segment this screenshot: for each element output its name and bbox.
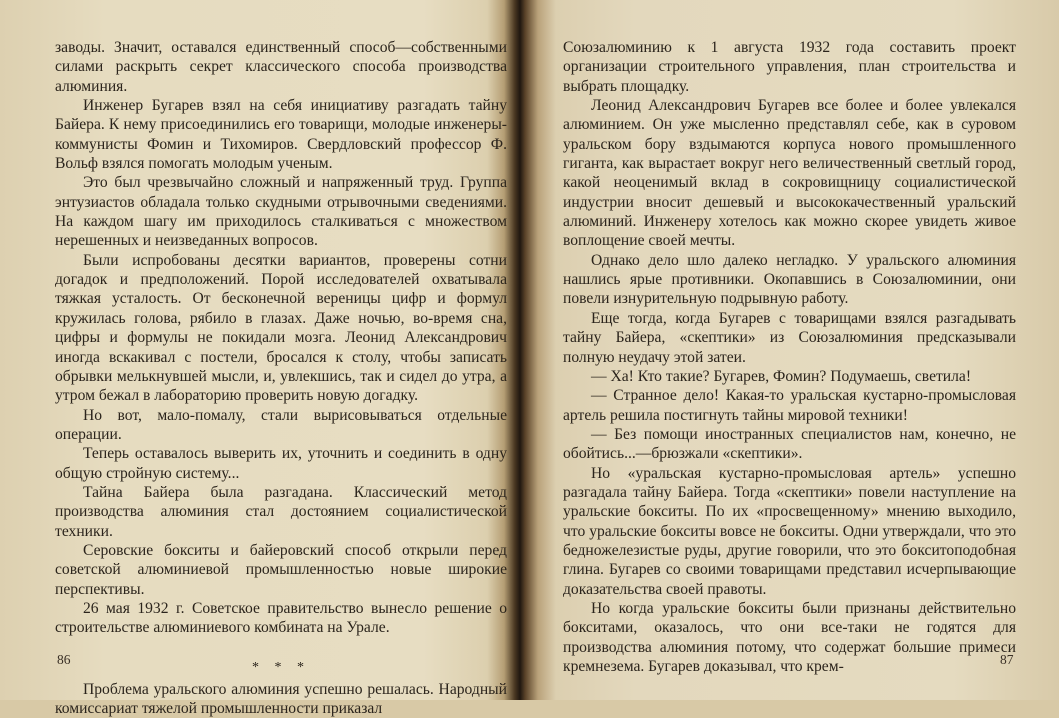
paragraph: Но когда уральские бокситы были признаны действительно бокситами, оказалось, что они все-таки не годятся для производства алюминия потому, что содержат большие примеси кремнезема. Бугарев доказывал, что крем- <box>563 599 1016 675</box>
dialogue-line: — Странное дело! Какая-то уральская кустарно-промысловая артель решила постигнуть тайны мировой техники! <box>563 387 1016 424</box>
page-number-right: 87 <box>1000 652 1014 667</box>
paragraph: Союзалюминию к 1 августа 1932 года составить проект организации строительного управления, план строительства и выбрать площадку. <box>563 39 1016 95</box>
paragraph: Леонид Александрович Бугарев все более и более увлекался алюминием. Он уже мысленно представлял себе, как в суровом уральском бору вздымаются корпуса нового промышленного гиганта, как вырастает вокруг него величественный светлый город, какой неоценимый вклад в сокровищницу социалистической индустрии вносит дешевый и высококачественный уральский алюминий. Инженеру хотелось как можно скорее увидеть живое воплощение своей мечты. <box>563 97 1016 250</box>
paragraph: Серовские бокситы и байеровский способ открыли перед советской алюминиевой промышленностью новые широкие перспективы. <box>55 541 507 598</box>
paragraph: Проблема уральского алюминия успешно решалась. Народный комиссариат тяжелой промышленности приказал <box>55 680 507 717</box>
paragraph: Инженер Бугарев взял на себя инициативу разгадать тайну Байера. К нему присоединились его товарищи, молодые инженеры-коммунисты Фомин и Тихомиров. Свердловский профессор Ф. Вольф взялся помогать молодым ученым. <box>55 97 507 173</box>
paragraph: 26 мая 1932 г. Советское правительство вынесло решение о строительстве алюминиевого комбината на Урале. <box>55 599 507 637</box>
paragraph: Но вот, мало-помалу, стали вырисовываться отдельные операции. <box>55 406 507 443</box>
paragraph: Тайна Байера была разгадана. Классический метод производства алюминия стал достоянием социалистической техники. <box>55 483 507 540</box>
paragraph: Теперь оставалось выверить их, уточнить и соединить в одну общую стройную систему... <box>55 445 507 482</box>
paragraph: Были испробованы десятки вариантов, проверены сотни догадок и предположений. Порой исследователей охватывала тяжкая усталость. От бесконечной вереницы цифр и формул кружилась голова, рябило в глазах. Даже ночью, во-время сна, цифры и формулы не покидали мозга. Леонид Александрович иногда вскакивал с постели, бросался к столу, чтобы записать обрывки мелькнувшей мысли, и, увлекшись, так и сидел до утра, а утром бежал в лабораторию проверить новую догадку. <box>55 251 507 405</box>
paragraph: Еще тогда, когда Бугарев с товарищами взялся разгадывать тайну Байера, «скептики» из Союзалюминия предсказывали полную неудачу этой затеи. <box>563 309 1016 366</box>
dialogue-line: — Ха! Кто такие? Бугарев, Фомин? Подумаешь, светила! <box>591 367 972 385</box>
paragraph: Однако дело шло далеко негладко. У уральского алюминия нашлись ярые противники. Окопавшись в Союзалюминии, они повели изнурительную подрывную работу. <box>563 251 1016 308</box>
page-number-left: 86 <box>57 652 71 667</box>
paragraph: Это был чрезвычайно сложный и напряженный труд. Группа энтузиастов обладала только скудными отрывочными сведениями. На каждом шагу им приходилось сталкиваться с множеством нерешенных и неизведанных вопросов. <box>55 174 507 250</box>
paragraph: Но «уральская кустарно-промысловая артель» успешно разгадала тайну Байера. Тогда «скептики» повели наступление на уральские бокситы. По их «просвещенному» мнению выходило, что уральские бокситы вовсе не бокситы. Одни утверждали, что это бедножелезистые руды, другие говорили, что это бокситоподобная глина. Бугарев со своими товарищами представил исчерпывающие доказательства своей правоты. <box>563 464 1016 598</box>
paragraph: заводы. Значит, оставался единственный способ—собственными силами раскрыть секрет классического способа производства алюминия. <box>55 39 507 95</box>
right-page <box>563 38 1016 676</box>
left-page <box>55 38 507 718</box>
section-separator: * * * <box>252 659 310 675</box>
dialogue-line: — Без помощи иностранных специалистов нам, конечно, не обойтись...—брюзжали «скептики». <box>563 425 1016 463</box>
